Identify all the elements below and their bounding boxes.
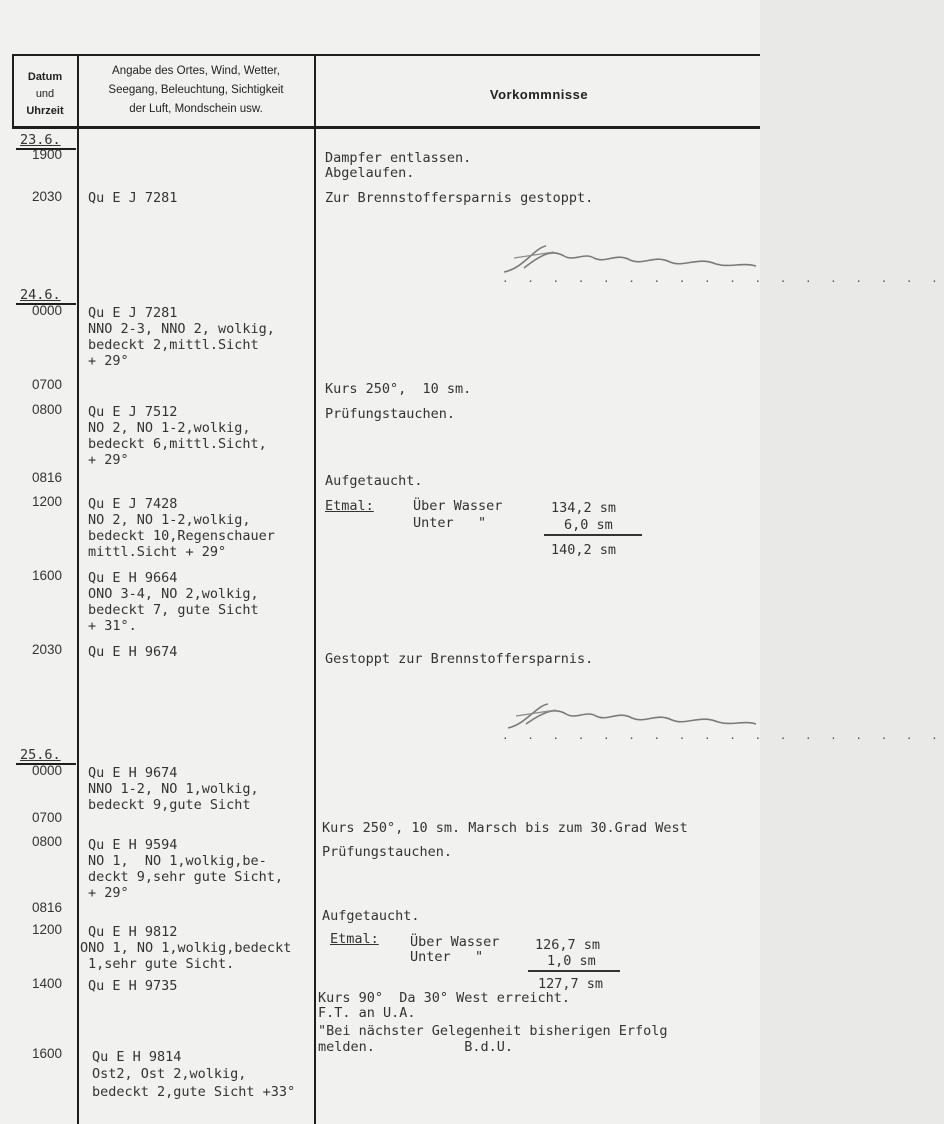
header-date-line: und bbox=[35, 88, 55, 100]
entry-time: 0000 bbox=[32, 763, 63, 778]
header-place bbox=[80, 62, 312, 119]
place-line: bedeckt 2,gute Sicht +33° bbox=[92, 1084, 296, 1100]
etmal-over-value: 126,7 sm bbox=[535, 937, 601, 953]
table-top-rule bbox=[12, 54, 760, 56]
etmal-over-value: 134,2 sm bbox=[551, 500, 617, 516]
place-line: Qu E H 9812 bbox=[88, 924, 178, 940]
etmal-label: Etmal: bbox=[325, 498, 374, 514]
event-line: F.T. an U.A. bbox=[318, 1005, 416, 1021]
etmal-over-label: Über Wasser bbox=[413, 498, 503, 514]
entry-time: 0000 bbox=[32, 303, 63, 318]
etmal-sum-rule bbox=[528, 970, 620, 972]
header-date bbox=[14, 69, 76, 120]
signature-dots: . . . . . . . . . . . . . . . . . . bbox=[502, 729, 944, 742]
etmal-label: Etmal: bbox=[330, 931, 379, 947]
place-column-rule bbox=[314, 54, 316, 1124]
event-line: Aufgetaucht. bbox=[322, 908, 420, 924]
event-line: Prüfungstauchen. bbox=[325, 406, 456, 422]
etmal-under-label: Unter " bbox=[410, 949, 484, 965]
etmal-sum-rule bbox=[544, 534, 642, 536]
event-line: Prüfungstauchen. bbox=[322, 844, 453, 860]
entry-time: 2030 bbox=[32, 642, 63, 657]
entry-time: 1900 bbox=[32, 147, 63, 162]
etmal-total: 127,7 sm bbox=[538, 976, 604, 992]
header-date-line: Datum bbox=[27, 71, 63, 83]
place-line: Ost2, Ost 2,wolkig, bbox=[92, 1066, 247, 1082]
etmal-under-value: 1,0 sm bbox=[547, 953, 596, 969]
place-line: Qu E H 9735 bbox=[88, 978, 178, 994]
entry-time: 2030 bbox=[32, 189, 63, 204]
place-line: bedeckt 7, gute Sicht bbox=[88, 602, 259, 618]
etmal-over-label: Über Wasser bbox=[410, 934, 500, 950]
day-date: 24.6. bbox=[20, 287, 61, 303]
place-line: mittl.Sicht + 29° bbox=[88, 544, 227, 560]
place-line: deckt 9,sehr gute Sicht, bbox=[88, 869, 284, 885]
entry-time: 0700 bbox=[32, 810, 63, 825]
header-date-line: Uhrzeit bbox=[26, 105, 64, 117]
place-line: Qu E J 7428 bbox=[88, 496, 178, 512]
place-line: Qu E H 9594 bbox=[88, 837, 178, 853]
day-date: 25.6. bbox=[20, 747, 61, 763]
entry-time: 1200 bbox=[32, 922, 63, 937]
etmal-under-value: 6,0 sm bbox=[564, 517, 613, 533]
event-line: Dampfer entlassen. bbox=[325, 150, 472, 166]
place-line: Qu E H 9814 bbox=[92, 1049, 182, 1065]
place-line: + 29° bbox=[88, 452, 129, 468]
event-line: Abgelaufen. bbox=[325, 165, 415, 181]
place-line: NO 2, NO 1-2,wolkig, bbox=[88, 420, 251, 436]
header-place-line: der Luft, Mondschein usw. bbox=[129, 103, 263, 115]
event-line: Gestoppt zur Brennstoffersparnis. bbox=[325, 651, 594, 667]
place-line: NO 2, NO 1-2,wolkig, bbox=[88, 512, 251, 528]
place-line: NNO 2-3, NNO 2, wolkig, bbox=[88, 321, 275, 337]
event-line: Kurs 250°, 10 sm. Marsch bis zum 30.Grad West bbox=[322, 820, 688, 836]
event-line: Kurs 250°, 10 sm. bbox=[325, 381, 472, 397]
place-line: ONO 3-4, NO 2,wolkig, bbox=[88, 586, 259, 602]
place-line: Qu E J 7512 bbox=[88, 404, 178, 420]
etmal-total: 140,2 sm bbox=[551, 542, 617, 558]
header-place-line: Seegang, Beleuchtung, Sichtigkeit bbox=[108, 84, 284, 96]
place-line: Qu E H 9674 bbox=[88, 644, 178, 660]
entry-time: 0816 bbox=[32, 470, 63, 485]
entry-time: 1200 bbox=[32, 494, 63, 509]
day-date: 23.6. bbox=[20, 132, 61, 148]
entry-time: 1400 bbox=[32, 976, 63, 991]
date-column-rule bbox=[77, 54, 79, 1124]
place-line: + 29° bbox=[88, 885, 129, 901]
event-line: melden. B.d.U. bbox=[318, 1039, 514, 1055]
place-line: + 29° bbox=[88, 353, 129, 369]
header-bottom-rule bbox=[12, 126, 760, 129]
place-line: Qu E J 7281 bbox=[88, 190, 178, 206]
place-line: bedeckt 2,mittl.Sicht bbox=[88, 337, 259, 353]
event-line: Zur Brennstoffersparnis gestoppt. bbox=[325, 190, 594, 206]
entry-time: 0700 bbox=[32, 377, 63, 392]
entry-time: 0800 bbox=[32, 402, 63, 417]
place-line: bedeckt 9,gute Sicht bbox=[88, 797, 251, 813]
event-line: "Bei nächster Gelegenheit bisherigen Erfolg bbox=[318, 1023, 668, 1039]
header-place-line: Angabe des Ortes, Wind, Wetter, bbox=[112, 65, 280, 77]
header-events: Vorkommnisse bbox=[489, 87, 589, 102]
place-line: Qu E J 7281 bbox=[88, 305, 178, 321]
place-line: Qu E H 9674 bbox=[88, 765, 178, 781]
event-line: Kurs 90° Da 30° West erreicht. bbox=[318, 990, 570, 1006]
place-line: NO 1, NO 1,wolkig,be- bbox=[88, 853, 267, 869]
place-line: Qu E H 9664 bbox=[88, 570, 178, 586]
place-line: 1,sehr gute Sicht. bbox=[88, 956, 235, 972]
place-line: ONO 1, NO 1,wolkig,bedeckt bbox=[80, 940, 292, 956]
place-line: NNO 1-2, NO 1,wolkig, bbox=[88, 781, 259, 797]
entry-time: 0816 bbox=[32, 900, 63, 915]
signature-dots: . . . . . . . . . . . . . . . . . . bbox=[502, 272, 944, 285]
event-line: Aufgetaucht. bbox=[325, 473, 423, 489]
place-line: bedeckt 6,mittl.Sicht, bbox=[88, 436, 267, 452]
entry-time: 0800 bbox=[32, 834, 63, 849]
entry-time: 1600 bbox=[32, 568, 63, 583]
place-line: bedeckt 10,Regenschauer bbox=[88, 528, 275, 544]
place-line: + 31°. bbox=[88, 618, 137, 634]
entry-time: 1600 bbox=[32, 1046, 63, 1061]
etmal-under-label: Unter " bbox=[413, 515, 487, 531]
